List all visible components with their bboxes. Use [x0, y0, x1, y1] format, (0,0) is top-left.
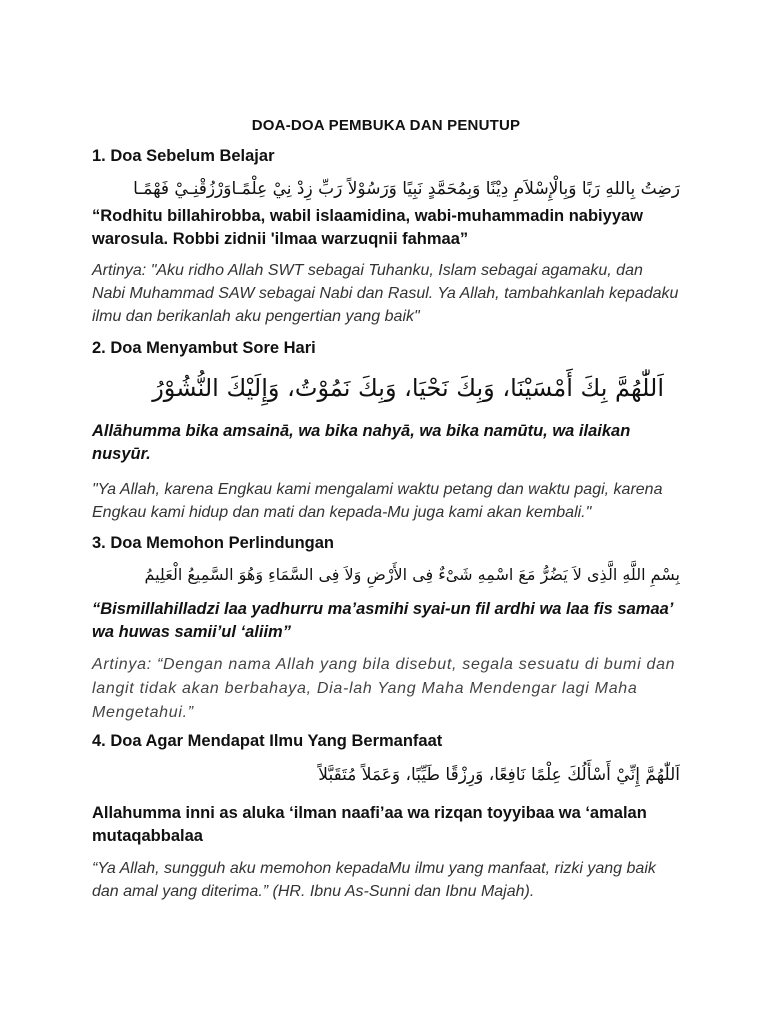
meaning-doa-menyambut-sore-hari: "Ya Allah, karena Engkau kami mengalami waktu petang dan waktu pagi, karena Engkau kami hidup dan mati dan kepada-Mu juga kami akan kembali." — [92, 481, 663, 521]
arabic-text-doa-menyambut-sore-hari: اَللّٰهُمَّ بِكَ أَمْسَيْنَا، وَبِكَ نَحْيَا، وَبِكَ نَمُوْتُ، وَإِلَيْكَ النُّشُوْرُ — [152, 374, 664, 402]
latin-transliteration-doa-ilmu-bermanfaat: Allahumma inni as aluka ‘ilman naafi’aa wa rizqan toyyibaa wa ‘amalan mutaqabbalaa — [92, 804, 647, 845]
document-title: DOA-DOA PEMBUKA DAN PENUTUP — [251, 117, 521, 134]
arabic-text-doa-memohon-perlindungan: بِسْمِ اللَّهِ الَّذِى لاَ يَضُرُّ مَعَ اسْمِهِ شَىْءٌ فِى الأَرْضِ وَلاَ فِى السَّمَاءِ وَهُوَ السَّمِيعُ الْعَلِيمُ — [144, 565, 680, 584]
section-heading-doa-memohon-perlindungan: 3. Doa Memohon Perlindungan — [92, 534, 335, 552]
latin-transliteration-doa-menyambut-sore-hari: Allāhumma bika amsainā, wa bika nahyā, wa bika namūtu, wa ilaikan nusyūr. — [92, 422, 631, 463]
latin-transliteration-doa-memohon-perlindungan: “Bismillahilladzi laa yadhurru ma’asmihi syai-un fil ardhi wa laa fis samaa’ wa huwas samii’ul ‘aliim” — [92, 600, 673, 641]
meaning-doa-ilmu-bermanfaat: “Ya Allah, sungguh aku memohon kepadaMu ilmu yang manfaat, rizki yang baik dan amal yang diterima.” (HR. Ibnu As-Sunni dan Ibnu Majah). — [92, 860, 656, 900]
meaning-doa-memohon-perlindungan: Artinya: “Dengan nama Allah yang bila disebut, segala sesuatu di bumi dan langit tidak akan berbahaya, Dia-lah Yang Maha Mendengar lagi Maha Mengetahui.” — [92, 656, 676, 721]
meaning-doa-sebelum-belajar: Artinya: "Aku ridho Allah SWT sebagai Tuhanku, Islam sebagai agamaku, dan Nabi Muhammad SAW sebagai Nabi dan Rasul. Ya Allah, tambahkanlah kepadaku ilmu dan berikanlah aku pengertian yang baik" — [92, 262, 679, 325]
arabic-text-doa-sebelum-belajar: رَضِتُ بِاللهِ رَبًا وَبِالْإِسْلاَمِ دِيْنًا وَبِمُحَمَّدٍ نَبِيًا وَرَسُوْلاً رَبِّ زِدْ نِيْ عِلْمًـاوَرْزُقْنِـيْ فَهْمًـا — [133, 179, 680, 199]
section-heading-doa-sebelum-belajar: 1. Doa Sebelum Belajar — [92, 147, 275, 165]
latin-transliteration-doa-sebelum-belajar: “Rodhitu billahirobba, wabil islaamidina, wabi-muhammadin nabiyyaw warosula. Robbi zidnii 'ilmaa warzuqnii fahmaa” — [92, 207, 644, 248]
section-heading-doa-menyambut-sore-hari: 2. Doa Menyambut Sore Hari — [92, 339, 316, 357]
section-heading-doa-ilmu-bermanfaat: 4. Doa Agar Mendapat Ilmu Yang Bermanfaat — [92, 732, 443, 750]
arabic-text-doa-ilmu-bermanfaat: اَللّٰهُمَّ إِنِّيْ أَسْأَلُكَ عِلْمًا نَافِعًا، وَرِزْقًا طَيِّبًا، وَعَمَلاً مُتَقَبَّلاً — [318, 765, 680, 785]
